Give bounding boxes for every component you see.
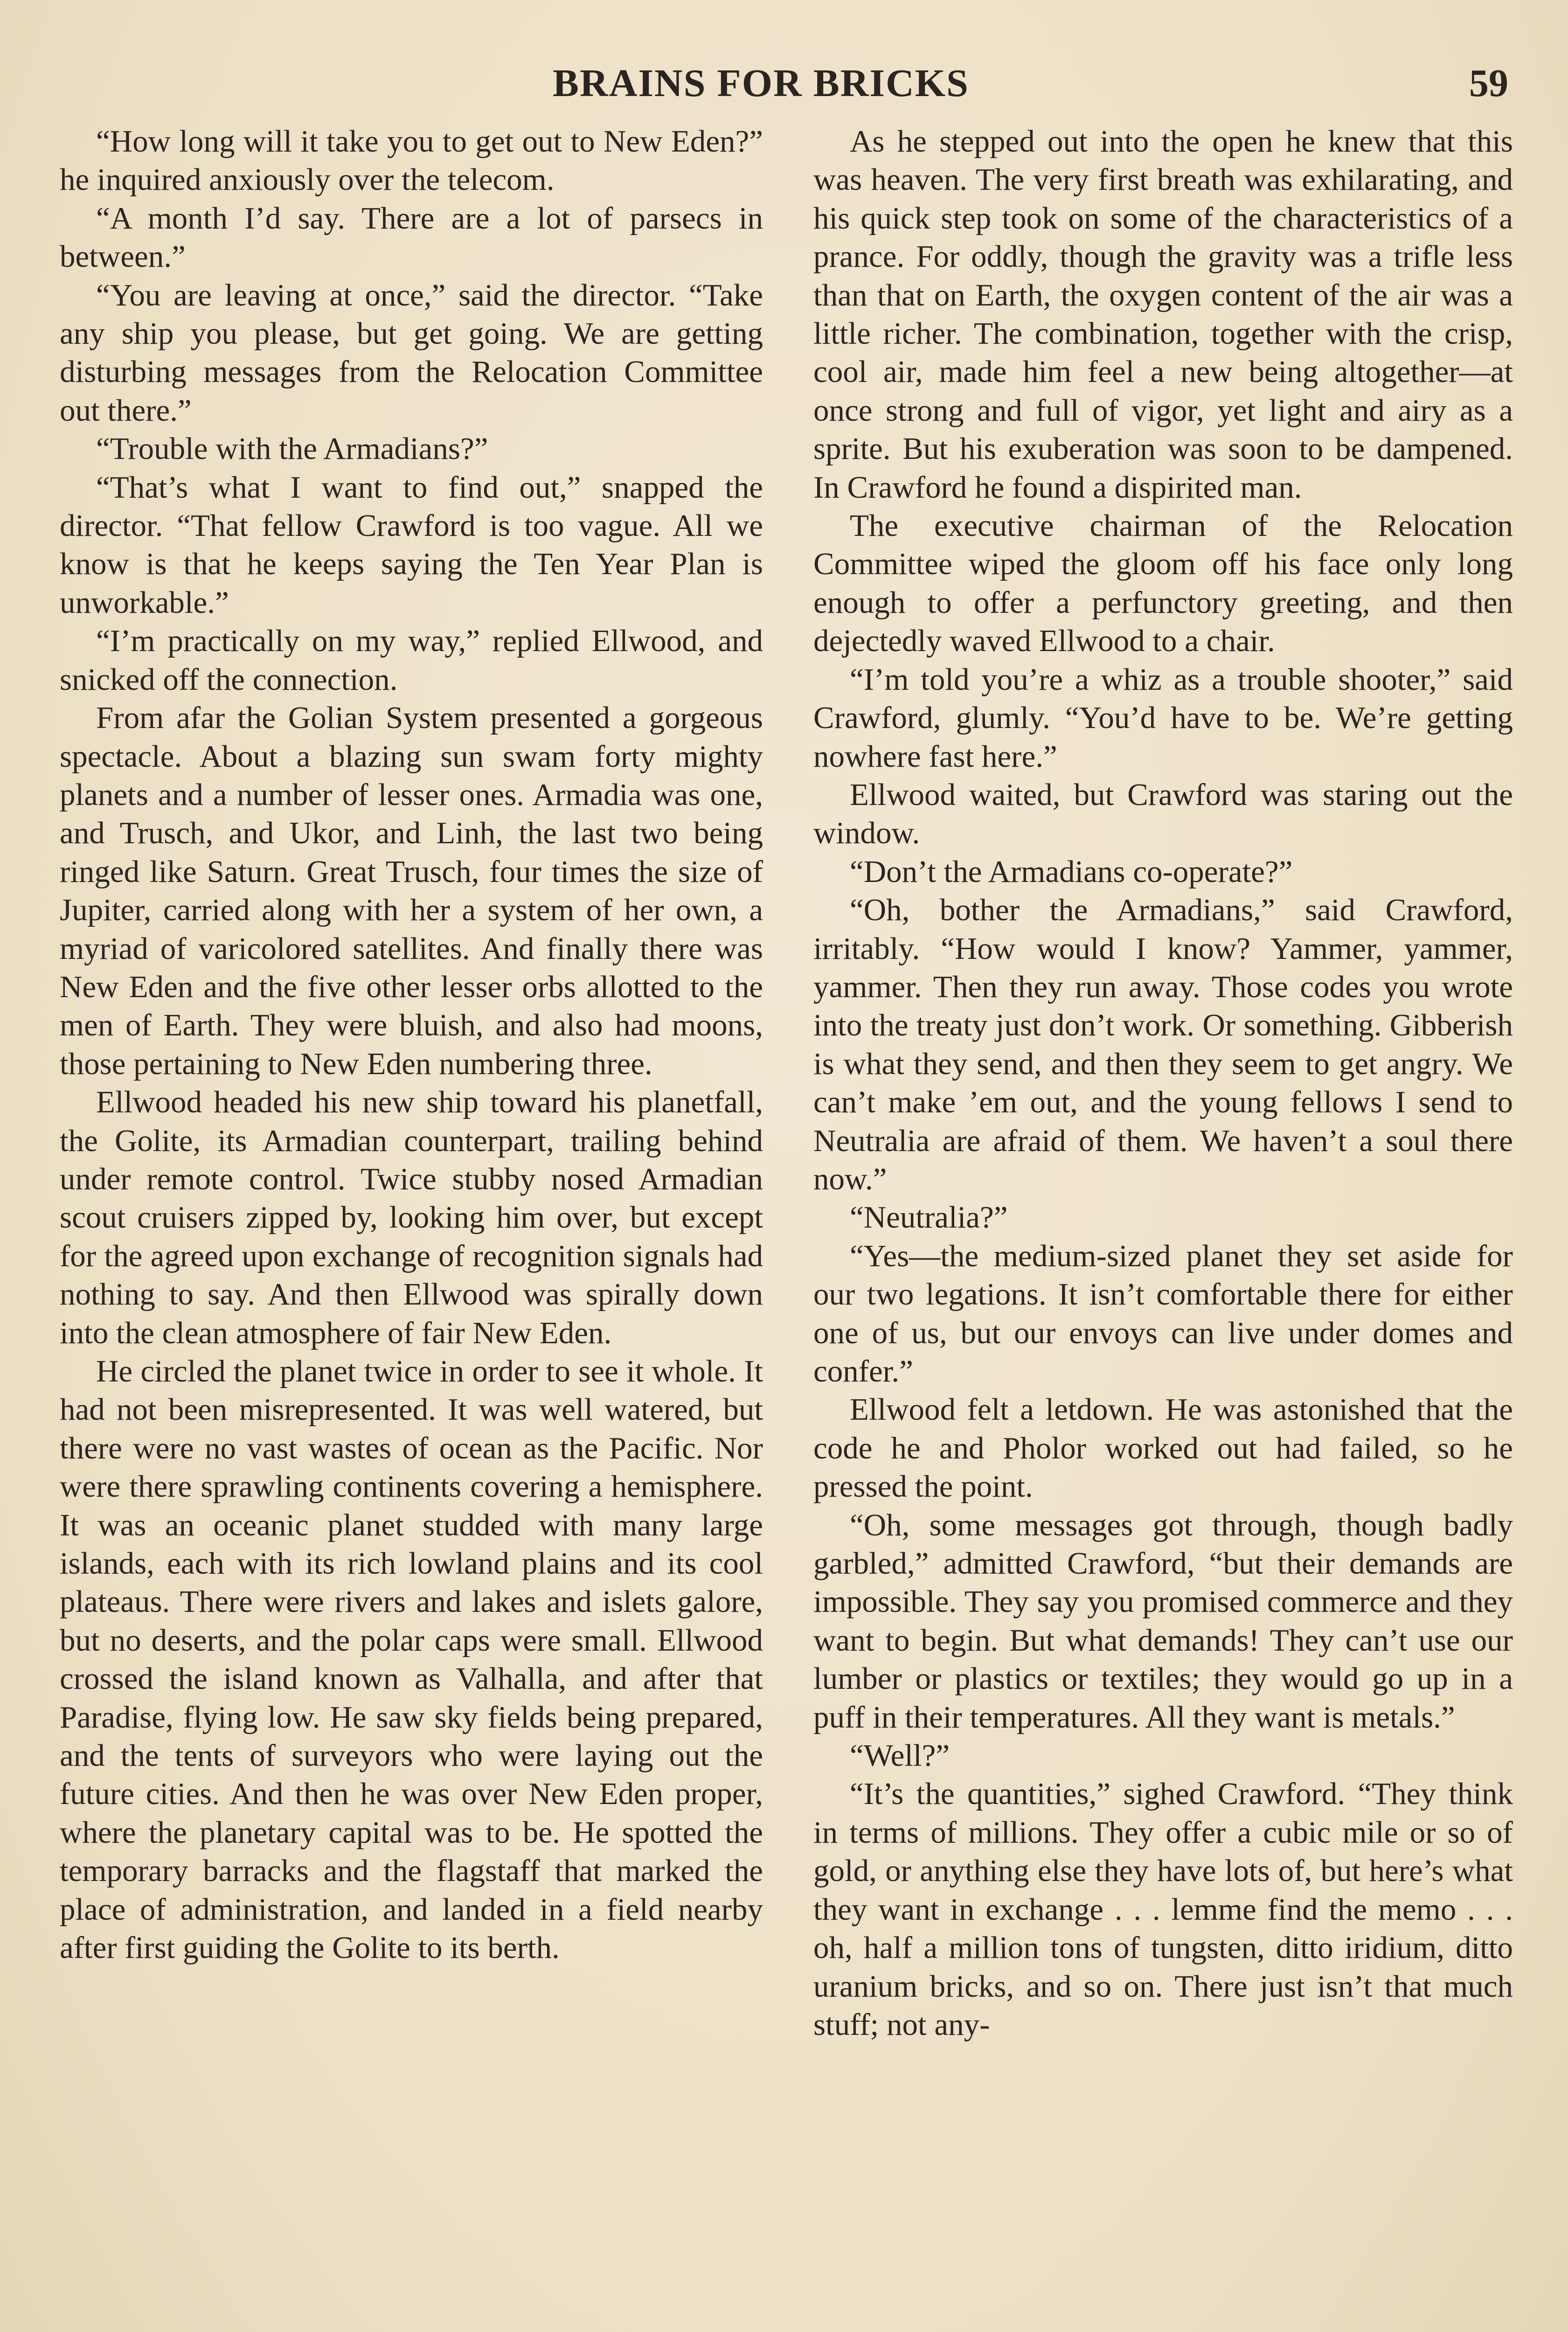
paragraph: “Yes—the medium-sized planet they set aside for our two legations. It isn’t comfortable there for either one of us, but our envoys can live under domes and confer.”	[813, 1238, 1513, 1388]
paragraph: Ellwood headed his new ship toward his planetfall, the Golite, its Armadian counterpart, trailing behind under remote control. Twice stubby nosed Armadian scout cruisers zipped by, looking him over, but except for the agreed upon exchange of recognition signals had nothing to say. And then Ellwood was spirally down into the clean atmosphere of fair New Eden.	[60, 1085, 763, 1350]
paragraph: “Oh, bother the Armadians,” said Crawford, irritably. “How would I know? Yammer, yammer, yammer. Then they run away. Those codes you wrote into the treaty just don’t work. Or something. Gibberish is what they send, and then they seem to get angry. We can’t make ’em out, and the young fellows I send to Neutralia are afraid of them. We haven’t a soul there now.”	[813, 893, 1513, 1196]
paragraph: “How long will it take you to get out to New Eden?” he inquired anxiously over the telecom.	[60, 124, 763, 197]
paragraph: “It’s the quantities,” sighed Crawford. “They think in terms of millions. They offer a cubic mile or so of gold, or anything else they have lots of, but here’s what they want in exchange . . . lemme find the memo . . . oh, half a million tons of tungsten, ditto iridium, ditto uranium bricks, and so on. There just isn’t that much stuff; not any-	[813, 1777, 1513, 2042]
paragraph: “Oh, some messages got through, though badly garbled,” admitted Crawford, “but their demands are impossible. They say you promised commerce and they want to begin. But what demands! They can’t use our lumber or plastics or textiles; they would go up in a puff in their temperatures. All they want is metals.”	[813, 1507, 1513, 1735]
paragraph: “Trouble with the Armadians?”	[96, 431, 488, 466]
paragraph: “You are leaving at once,” said the director. “Take any ship you please, but get going. We are getting disturbing messages from the Relocation Committee out there.”	[60, 278, 763, 428]
paragraph: “That’s what I want to find out,” snapped the director. “That fellow Crawford is too vague. All we know is that he keeps saying the Ten Year Plan is unworkable.”	[60, 470, 763, 620]
paragraph: “A month I’d say. There are a lot of parsecs in between.”	[60, 201, 763, 274]
paragraph: From afar the Golian System presented a gorgeous spectacle. About a blazing sun swam forty mighty planets and a number of lesser ones. Armadia was one, and Trusch, and Ukor, and Linh, the last two being ringed like Saturn. Great Trusch, four times the size of Jupiter, carried along with her a system of her own, a myriad of varicolored satellites. And finally there was New Eden and the five other lesser orbs allotted to the men of Earth. They were bluish, and also had moons, those pertaining to New Eden numbering three.	[60, 701, 763, 1081]
paragraph: “I’m told you’re a whiz as a trouble shooter,” said Crawford, glumly. “You’d have to be. We’re getting nowhere fast here.”	[813, 662, 1513, 774]
paragraph: “Well?”	[850, 1738, 950, 1773]
right-column	[813, 122, 1513, 2044]
paragraph: “Don’t the Armadians co-operate?”	[850, 854, 1293, 889]
running-title: BRAINS FOR BRICKS	[553, 62, 969, 105]
paragraph: Ellwood felt a letdown. He was astonished that the code he and Pholor worked out had failed, so he pressed the point.	[813, 1392, 1513, 1504]
paragraph: Ellwood waited, but Crawford was staring out the window.	[813, 777, 1513, 851]
paragraph: He circled the planet twice in order to see it whole. It had not been misrepresented. It was well watered, but there were no vast wastes of ocean as the Pacific. Nor were there sprawling continents covering a hemisphere. It was an oceanic planet studded with many large islands, each with its rich lowland plains and its cool plateaus. There were rivers and lakes and islets galore, but no deserts, and the polar caps were small. Ellwood crossed the island known as Valhalla, and after that Paradise, flying low. He saw sky fields being prepared, and the tents of surveyors who were laying out the future cities. And then he was over New Eden proper, where the planetary capital was to be. He spotted the temporary barracks and the flagstaff that marked the place of administration, and landed in a field nearby after first guiding the Golite to its berth.	[60, 1354, 763, 1965]
paragraph: “Neutralia?”	[850, 1200, 1008, 1235]
left-column	[60, 122, 763, 1967]
page-number: 59	[1469, 62, 1508, 105]
paragraph: “I’m practically on my way,” replied Ellwood, and snicked off the connection.	[60, 624, 763, 697]
paragraph: As he stepped out into the open he knew that this was heaven. The very first breath was exhilarating, and his quick step took on some of the characteristics of a prance. For oddly, though the gravity was a trifle less than that on Earth, the oxygen content of the air was a little richer. The combination, together with the crisp, cool air, made him feel a new being altogether—at once strong and full of vigor, yet light and airy as a sprite. But his exuberation was soon to be dampened. In Crawford he found a dispirited man.	[813, 124, 1513, 505]
paragraph: The executive chairman of the Relocation Committee wiped the gloom off his face only long enough to offer a perfunctory greeting, and then dejectedly waved Ellwood to a chair.	[813, 508, 1513, 659]
